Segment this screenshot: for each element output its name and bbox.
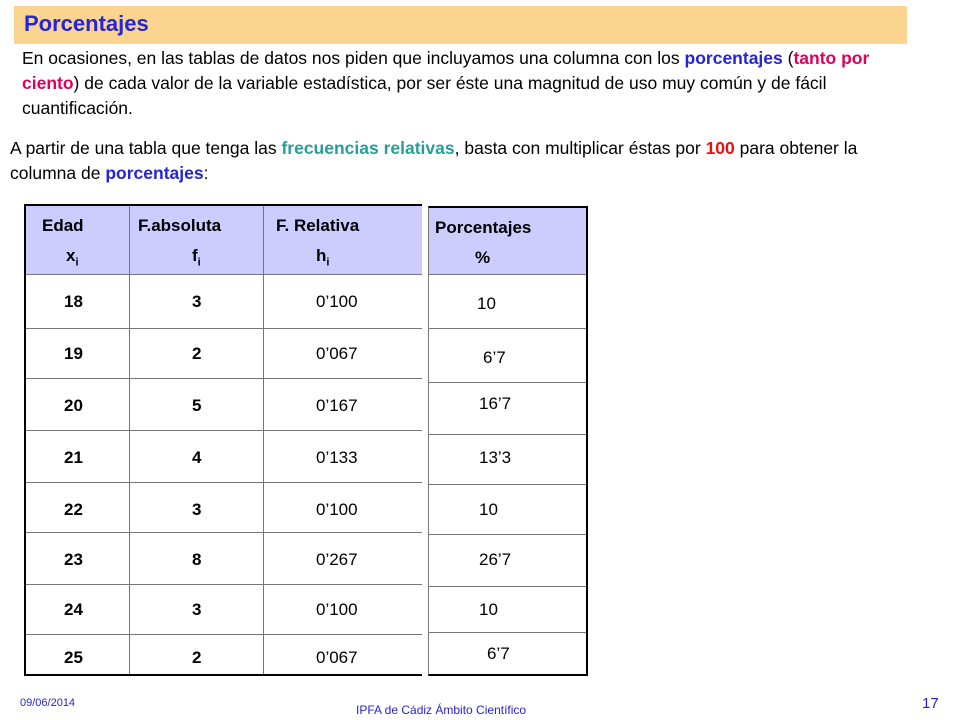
percentage-value: 10	[479, 600, 498, 619]
frequency-table-header	[26, 206, 422, 274]
row-divider	[429, 586, 586, 587]
header-frelativa-var: $h_i$	[316, 246, 330, 269]
percentage-value: 26’7	[479, 550, 512, 569]
header-fabsoluta: F.absoluta	[138, 216, 222, 235]
second-text-4: :	[203, 163, 209, 183]
table-cell-edad: 22	[64, 500, 83, 519]
frequency-table	[24, 204, 422, 676]
row-divider	[26, 328, 422, 329]
table-cell-frel: 0’133	[316, 448, 358, 467]
table-cell-frel: 0’067	[316, 344, 358, 363]
second-text-2: , basta con multiplicar éstas por	[454, 138, 706, 158]
row-divider	[26, 274, 422, 275]
header-porcentajes: Porcentajes	[435, 218, 532, 237]
intro-text-2: (	[782, 48, 794, 68]
column-divider	[263, 206, 264, 674]
table-cell-edad: 20	[64, 396, 83, 415]
intro-paragraph	[22, 46, 902, 121]
percentage-value: 6’7	[483, 348, 506, 367]
percentage-value: 16’7	[479, 394, 512, 413]
table-cell-fabs: 3	[192, 500, 202, 519]
row-divider	[26, 482, 422, 483]
table-cell-frel: 0’100	[316, 292, 358, 311]
intro-text-3: ) de cada valor de la variable estadística, por ser éste una magnitud de uso muy común y de fácil cuantificación.	[22, 73, 827, 118]
table-cell-edad: 21	[64, 448, 83, 467]
title-bar	[14, 6, 907, 44]
row-divider	[429, 484, 586, 485]
table-cell-fabs: 8	[192, 550, 202, 569]
row-divider	[429, 534, 586, 535]
column-divider	[129, 206, 130, 674]
table-cell-frel: 0’167	[316, 396, 358, 415]
row-divider	[26, 378, 422, 379]
table-cell-edad: 18	[64, 292, 83, 311]
table-cell-fabs: 2	[192, 648, 202, 667]
second-text-1: A partir de una tabla que tenga las	[10, 138, 282, 158]
footer-institution: IPFA de Cádiz Ámbito Científico	[356, 703, 527, 717]
row-divider	[429, 328, 586, 329]
table-cell-fabs: 3	[192, 292, 202, 311]
table-cell-fabs: 5	[192, 396, 202, 415]
table-cell-frel: 0’267	[316, 550, 358, 569]
row-divider	[429, 434, 586, 435]
row-divider	[429, 382, 586, 383]
table-cell-edad: 19	[64, 344, 83, 363]
table-cell-edad: 23	[64, 550, 83, 569]
table-cell-fabs: 2	[192, 344, 202, 363]
percentage-value: 10	[479, 500, 498, 519]
table-cell-frel: 0’067	[316, 648, 358, 667]
percentage-table	[428, 206, 588, 676]
second-text-3: para obtener la columna de	[10, 138, 858, 183]
table-cell-frel: 0’100	[316, 600, 358, 619]
row-divider	[26, 584, 422, 585]
table-cell-fabs: 4	[192, 448, 202, 467]
row-divider	[429, 274, 586, 275]
second-highlight-porcentajes: porcentajes	[105, 163, 204, 183]
row-divider	[429, 632, 586, 633]
row-divider	[26, 532, 422, 533]
percentage-value: 10	[477, 294, 496, 313]
header-edad-var: $x_i$	[66, 246, 79, 269]
table-cell-fabs: 3	[192, 600, 202, 619]
header-percent-sign: %	[475, 248, 491, 267]
table-cell-edad: 24	[64, 600, 83, 619]
table-cell-frel: 0’100	[316, 500, 358, 519]
page-title: Porcentajes	[24, 11, 149, 36]
percentage-value: 6’7	[487, 644, 510, 663]
row-divider	[26, 634, 422, 635]
page-number: 17	[922, 695, 939, 712]
second-paragraph	[10, 136, 910, 186]
header-frelativa: F. Relativa	[276, 216, 360, 235]
second-highlight-cien: 100	[705, 138, 735, 158]
footer-date: 09/06/2014	[20, 697, 76, 709]
header-edad: Edad	[42, 216, 84, 235]
row-divider	[26, 430, 422, 431]
second-highlight-frecuencias: frecuencias relativas	[281, 138, 455, 158]
table-cell-edad: 25	[64, 648, 83, 667]
header-fabsoluta-var: $f_i$	[192, 246, 201, 269]
percentage-value: 13’3	[479, 448, 512, 467]
intro-text-1: En ocasiones, en las tablas de datos nos piden que incluyamos una columna con los	[22, 48, 685, 68]
intro-highlight-tanto: tanto por ciento	[22, 48, 870, 93]
intro-highlight-porcentajes: porcentajes	[684, 48, 783, 68]
